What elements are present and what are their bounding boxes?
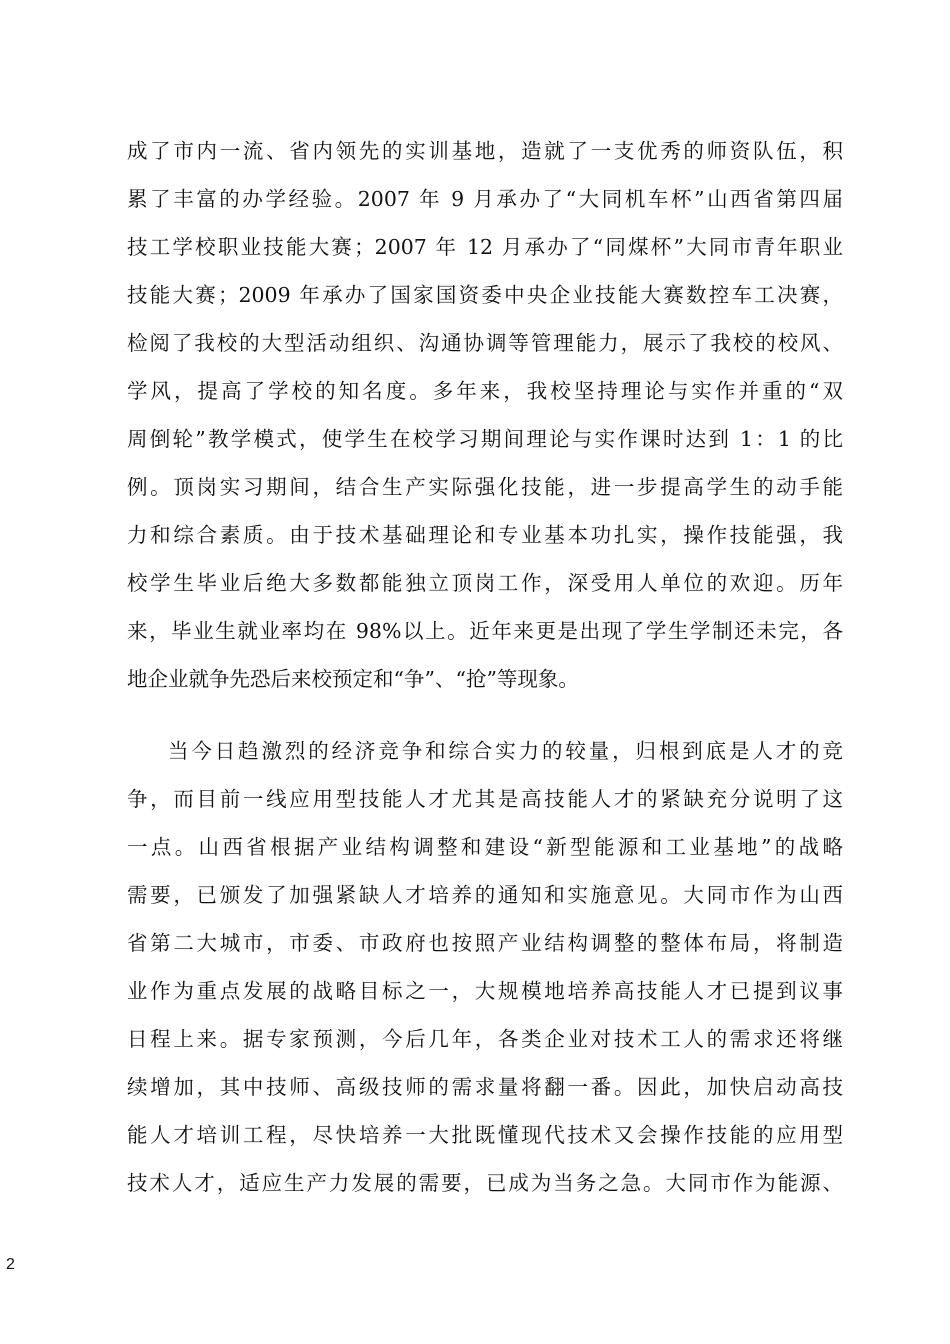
paragraph-line: 需要，已颁发了加强紧缺人才培养的通知和实施意见。大同市作为山西: [127, 883, 843, 907]
paragraph-line: 例。顶岗实习期间，结合生产实际强化技能，进一步提高学生的动手能: [127, 475, 843, 499]
paragraph-line: 成了市内一流、省内领先的实训基地，造就了一支优秀的师资队伍，积: [127, 139, 843, 163]
paragraph-line: 学风，提高了学校的知名度。多年来，我校坚持理论与实作并重的“双: [127, 379, 843, 403]
paragraph-line: 检阅了我校的大型活动组织、沟通协调等管理能力，展示了我校的校风、: [127, 331, 843, 355]
paragraph-line: 省第二大城市，市委、市政府也按照产业结构调整的整体布局，将制造: [127, 931, 843, 955]
paragraph-line: 争，而目前一线应用型技能人才尤其是高技能人才的紧缺充分说明了这: [127, 787, 843, 811]
paragraph-line: 能人才培训工程，尽快培养一大批既懂现代技术又会操作技能的应用型: [127, 1123, 843, 1147]
paragraph-line: 累了丰富的办学经验。2007 年 9 月承办了“大同机车杯”山西省第四届: [127, 187, 843, 211]
page-number: 2: [6, 1256, 15, 1273]
paragraph-line: 业作为重点发展的战略目标之一，大规模地培养高技能人才已提到议事: [127, 979, 843, 1003]
paragraph-line: 续增加，其中技师、高级技师的需求量将翻一番。因此，加快启动高技: [127, 1075, 843, 1099]
paragraph-line: 技工学校职业技能大赛；2007 年 12 月承办了“同煤杯”大同市青年职业: [127, 235, 843, 259]
paragraph-line: 一点。山西省根据产业结构调整和建设“新型能源和工业基地”的战略: [127, 835, 843, 859]
paragraph-2: [127, 727, 843, 1207]
paragraph-1: [127, 127, 843, 703]
paragraph-line: 来，毕业生就业率均在 98%以上。近年来更是出现了学生学制还未完，各: [127, 619, 843, 643]
paragraph-line: 技能大赛；2009 年承办了国家国资委中央企业技能大赛数控车工决赛，: [127, 283, 843, 307]
paragraph-line: 地企业就争先恐后来校预定和“争”、“抢”等现象。: [127, 667, 579, 691]
paragraph-line: 周倒轮”教学模式，使学生在校学习期间理论与实作课时达到 1：1 的比: [127, 427, 843, 451]
paragraph-line: 技术人才，适应生产力发展的需要，已成为当务之急。大同市作为能源、: [127, 1171, 843, 1195]
paragraph-line: 校学生毕业后绝大多数都能独立顶岗工作，深受用人单位的欢迎。历年: [127, 571, 843, 595]
paragraph-line: 力和综合素质。由于技术基础理论和专业基本功扎实，操作技能强，我: [127, 523, 843, 547]
paragraph-line: 当今日趋激烈的经济竞争和综合实力的较量，归根到底是人才的竞: [168, 739, 843, 763]
paragraph-line: 日程上来。据专家预测，今后几年，各类企业对技术工人的需求还将继: [127, 1027, 843, 1051]
